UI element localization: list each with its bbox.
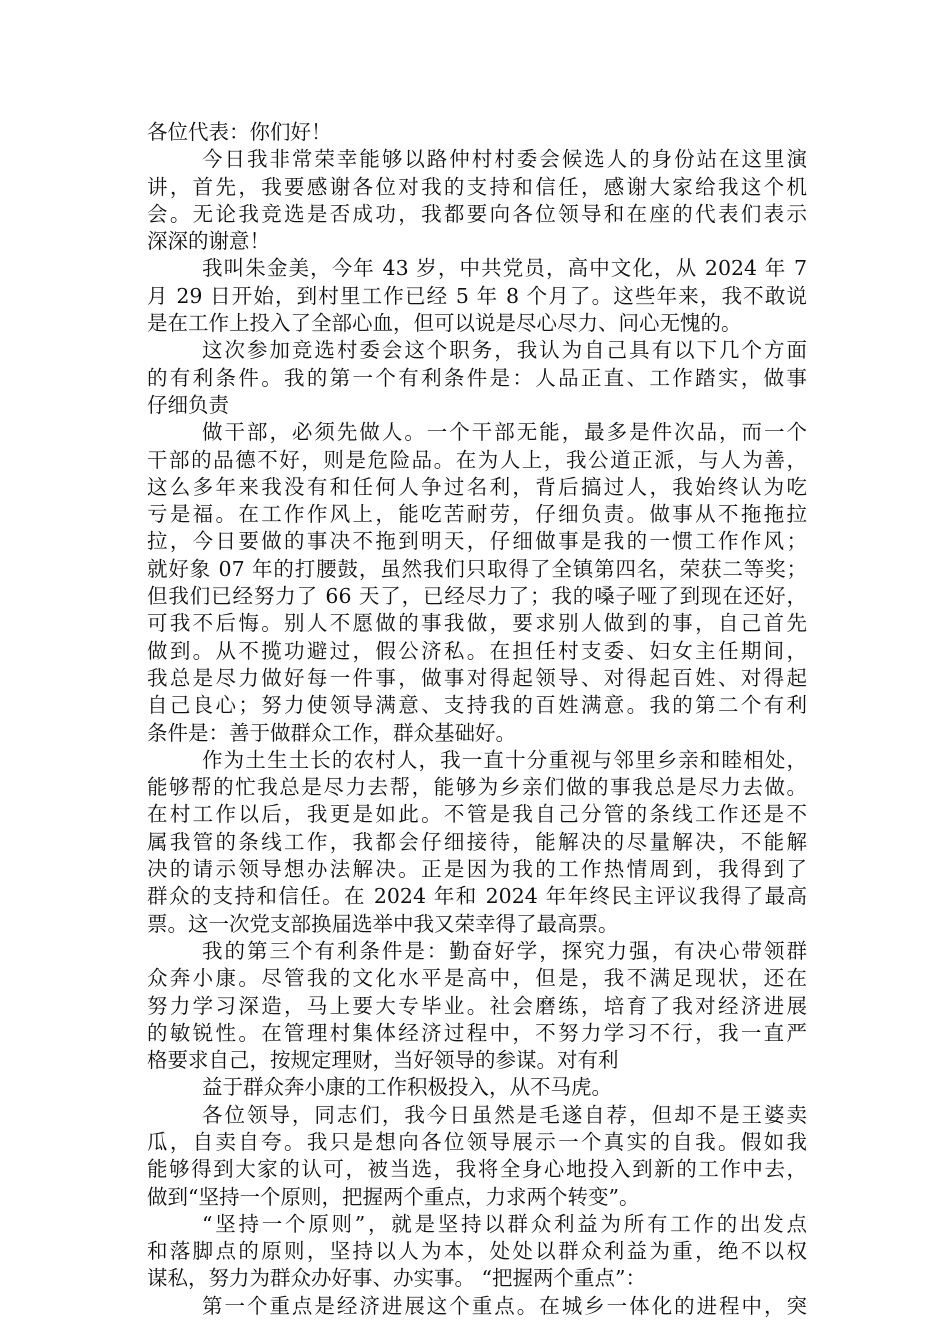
text-line: 各位领导，同志们，我今日虽然是毛遂自荐，但却不是王婆卖 [202, 1102, 807, 1127]
text-line: 的有利条件。我的第一个有利条件是：人品正直、工作踏实，做事 [147, 365, 807, 390]
text-line: “坚持一个原则”，就是坚持以群众利益为所有工作的出发点 [202, 1211, 807, 1236]
text-line: 这次参加竞选村委会这个职务，我认为自己具有以下几个方面 [202, 338, 807, 363]
text-line: 自己良心；努力使领导满意、支持我的百姓满意。我的第二个有利 [147, 693, 807, 718]
text-line: 我的第三个有利条件是：勤奋好学，探究力强，有决心带领群 [202, 938, 807, 963]
text-line: 和落脚点的原则，坚持以人为本，处处以群众利益为重，绝不以权 [147, 1239, 807, 1264]
text-line: 瓜，自卖自夸。我只是想向各位领导展示一个真实的自我。假如我 [147, 1129, 807, 1154]
text-line: 我叫朱金美，今年 43 岁，中共党员，高中文化，从 2024 年 7 [202, 256, 807, 281]
text-line: 今日我非常荣幸能够以路仲村村委会候选人的身份站在这里演 [202, 147, 807, 172]
text-line: 做到“坚持一个原则，把握两个重点，力求两个转变”。 [147, 1184, 640, 1209]
text-line: 拉，今日要做的事决不拖到明天，仔细做事是我的一惯工作作风； [147, 529, 807, 554]
text-line: 能够帮的忙我总是尽力去帮，能够为乡亲们做的事我总是尽力去做。 [147, 775, 807, 800]
text-line: 讲，首先，我要感谢各位对我的支持和信任，感谢大家给我这个机 [147, 174, 807, 199]
text-line: 干部的品德不好，则是危险品。在为人上，我公道正派，与人为善， [147, 447, 807, 472]
text-line: 格要求自己，按规定理财，当好领导的参谋。对有利 [147, 1048, 619, 1073]
text-line: 会。无论我竞选是否成功，我都要向各位领导和在座的代表们表示 [147, 201, 807, 226]
text-line: 属我管的条线工作，我都会仔细接待，能解决的尽量解决，不能解 [147, 829, 807, 854]
text-line: 是在工作上投入了全部心血，但可以说是尽心尽力、问心无愧的。 [147, 311, 742, 336]
text-line: 可我不后悔。别人不愿做的事我做，要求别人做到的事，自己首先 [147, 611, 807, 636]
text-line: 我总是尽力做好每一件事，做事对得起领导、对得起百姓、对得起 [147, 665, 807, 690]
text-line: 能够得到大家的认可，被当选，我将全身心地投入到新的工作中去， [147, 1157, 807, 1182]
text-line: 票。这一次党支部换届选举中我又荣幸得了最高票。 [147, 911, 619, 936]
text-line: 但我们已经努力了 66 天了，已经尽力了；我的嗓子哑了到现在还好， [147, 584, 807, 609]
text-line: 第一个重点是经济进展这个重点。在城乡一体化的进程中，突 [202, 1293, 807, 1318]
greeting-line: 各位代表：你们好！ [147, 120, 332, 144]
text-line: 在村工作以后，我更是如此。不管是我自己分管的条线工作还是不 [147, 802, 807, 827]
text-line: 的敏锐性。在管理村集体经济过程中，不努力学习不行，我一直严 [147, 1020, 807, 1045]
text-line: 谋私，努力为群众办好事、办实事。 “把握两个重点”： [147, 1266, 646, 1291]
text-line: 仔细负责 [147, 392, 229, 417]
speech-text [147, 119, 807, 1320]
text-line: 条件是：善于做群众工作，群众基础好。 [147, 720, 516, 745]
text-line: 这么多年来我没有和任何人争过名利，背后搞过人，我始终认为吃 [147, 474, 807, 499]
text-line: 决的请示领导想办法解决。正是因为我的工作热情周到，我得到了 [147, 857, 807, 882]
text-line: 益于群众奔小康的工作积极投入，从不马虎。 [202, 1075, 612, 1100]
text-line: 做到。从不揽功避过，假公济私。在担任村支委、妇女主任期间， [147, 638, 807, 663]
text-line: 努力学习深造，马上要大专毕业。社会磨练，培育了我对经济进展 [147, 993, 807, 1018]
text-line: 亏是福。在工作作风上，能吃苦耐劳，仔细负责。做事从不拖拖拉 [147, 502, 807, 527]
text-line: 月 29 日开始，到村里工作已经 5 年 8 个月了。这些年来，我不敢说 [147, 283, 807, 308]
text-line: 就好象 07 年的打腰鼓，虽然我们只取得了全镇第四名，荣获二等奖； [147, 556, 807, 581]
text-line: 群众的支持和信任。在 2024 年和 2024 年年终民主评议我得了最高 [147, 884, 807, 909]
text-line: 作为土生土长的农村人，我一直十分重视与邻里乡亲和睦相处， [202, 747, 807, 772]
text-line: 众奔小康。尽管我的文化水平是高中，但是，我不满足现状，还在 [147, 966, 807, 991]
text-line: 深深的谢意！ [147, 229, 270, 254]
text-line: 做干部，必须先做人。一个干部无能，最多是件次品，而一个 [202, 420, 807, 445]
